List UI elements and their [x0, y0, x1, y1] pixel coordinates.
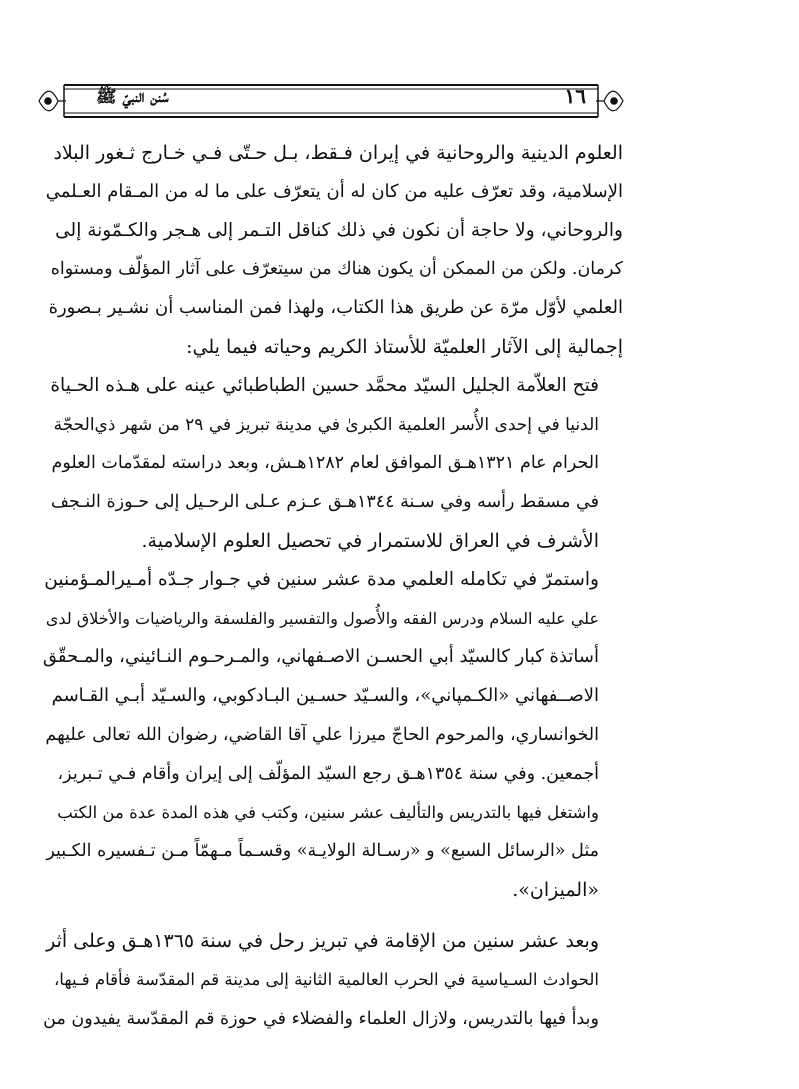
- paragraph: [43, 561, 623, 910]
- text-line: كرمان. ولكن من الممكن أن يكون هناك من سيتعرّف على آثار المؤلّف ومستواه: [50, 259, 623, 280]
- running-header: [36, 80, 626, 122]
- paragraph: [43, 922, 623, 1038]
- running-title: سُنن النبيّ ﷺ: [96, 87, 169, 107]
- text-line: إجمالية إلى الآثار العلميّة للأستاذ الكريم وحياته فيما يلي:: [186, 335, 623, 358]
- text-line: الحوادث السـياسية في الحرب العالمية الثانية إلى مدينة قم المقدّسة فأقام فـيها،: [53, 969, 599, 989]
- text-line: فتح العلاّمة الجليل السيّد محمَّد حسين الطباطبائي عينه على هـذه الحـياة: [50, 374, 599, 396]
- body-text: [43, 134, 623, 1038]
- paragraph: [43, 367, 623, 561]
- paragraph: [43, 134, 623, 367]
- text-line: الحرام عام ١٣٢١هـ‍ق الموافق لعام ١٢٨٢هـ‍ش، وبعد دراسته لمقدّمات العلوم: [51, 453, 599, 474]
- text-line: «الميزان».: [512, 879, 599, 902]
- text-line: الاصــفهاني «الكـمپاني»، والسـيّد حسـين البـادكوبي، والسـيّد أبـي القـاسم: [51, 685, 599, 707]
- text-line: الإسلامية، وقد تعرّف عليه من كان له أن يتعرّف على ما له من المـقام العـلمي: [45, 180, 623, 202]
- text-line: علي عليه السلام ودرس الفقه والأُصول والتفسير والفلسفة والرياضيات والأخلاق لدى: [45, 608, 599, 628]
- text-line: العلوم الدينية والروحانية في إيران فـقط، بـل حـتّى فـي خـارج ثـغور البلاد: [53, 142, 623, 164]
- text-line: وبدأ فيها بالتدريس، ولازال العلماء والفضلاء في حوزة قم المقدّسة يفيدون من: [43, 1008, 599, 1029]
- text-line: مثل «الرسائل السبع» و «رسـالة الولايـة» وقسـماً مـهمّاً مـن تـفسيره الكـبير: [46, 841, 599, 862]
- text-line: واستمرّ في تكامله العلمي مدة عشر سنين في جـوار جـدّه أمـيرالمـؤمنين: [44, 568, 599, 590]
- text-line: والروحاني، ولا حاجة أن نكون في ذلك كناقل التـمر إلى هـجر والكـمّونة إلى: [55, 219, 623, 241]
- text-line: الدنيا في إحدى الأُسر العلمية الكبرىٰ في مدينة تبريز في ٢٩ من شهر ذي‌الحجّة: [53, 414, 599, 435]
- page-number: ١٦: [564, 84, 586, 108]
- text-line: وبعد عشر سنين من الإقامة في تبريز رحل في سنة ١٣٦٥هـ‍ق وعلى أثر: [46, 929, 599, 952]
- text-line: الخوانساري، والمرحوم الحاجّ ميرزا علي آقا القاضي، رضوان الله تعالى عليهم: [45, 724, 599, 745]
- text-line: أساتذة كبار كالسيّد أبي الحسـن الاصـفهاني، والمـرحـوم النـائيني، والمـحقّق: [43, 646, 599, 668]
- text-line: في مسقط رأسه وفي سـنة ١٣٤٤هـ‍ق عـزم عـلى الرحـيل إلى حـوزة النـجف: [50, 492, 599, 513]
- text-line: الأشرف في العراق للاستمرار في تحصيل العلوم الإسلامية.: [141, 529, 599, 552]
- text-line: واشتغل فيها بالتدريس والتأليف عشر سنين، وكتب في هذه المدة عدة من الكتب: [57, 802, 599, 822]
- text-line: أجمعين. وفي سنة ١٣٥٤هـ‍ق رجع السيّد المؤلّف إلى إيران وأقام فـي تـبريز،: [57, 763, 599, 784]
- text-line: العلمي لأوّل مرّة عن طريق هذا الكتاب، ولهذا فمن المناسب أن نشـير بـصورة: [48, 297, 623, 319]
